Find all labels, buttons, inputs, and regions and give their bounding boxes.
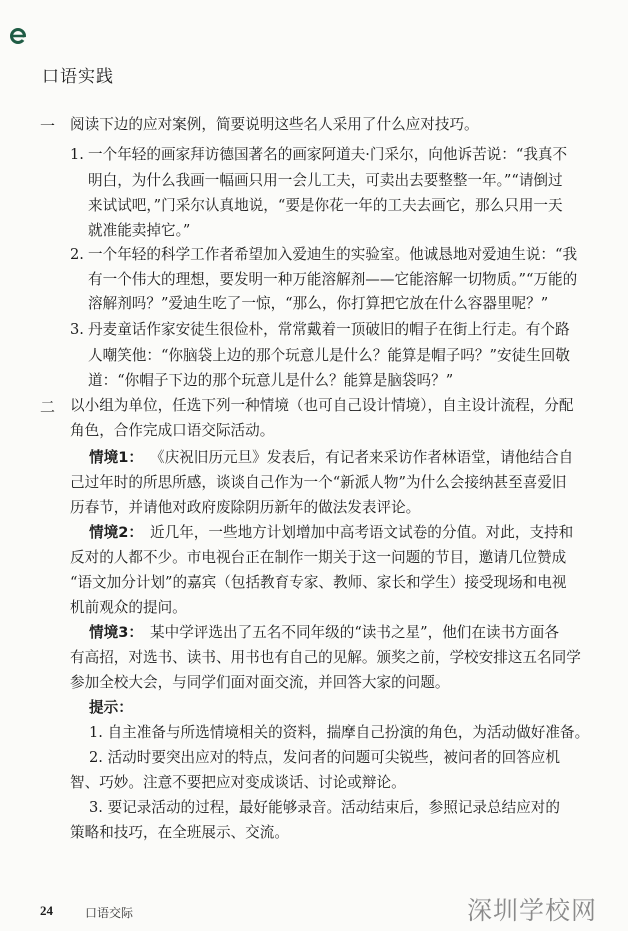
section-title: 口语实践 [42, 67, 114, 87]
scenario-line: 己过年时的所思所感，谈谈自己作为一个“新派人物”为什么会接纳甚至喜爱旧 [70, 474, 567, 491]
scenario-line: 《庆祝旧历元旦》发表后，有记者来采访作者林语堂，请他结合自 [150, 449, 574, 466]
tip-line: 策略和技巧，在全班展示、交流。 [70, 824, 289, 841]
tip-line: 智、巧妙。注意不要把应对变成谈话、讨论或辩论。 [70, 774, 406, 791]
case-number: 1. [70, 146, 84, 163]
scenario-line: 参加全校大会，与同学们面对面交流，并回答大家的问题。 [70, 674, 450, 691]
page-number: 24 [40, 903, 53, 918]
case-number: 2. [70, 246, 84, 263]
tip-line: 3. 要记录活动的过程，最好能够录音。活动结束后，参照记录总结应对的 [89, 799, 560, 816]
tip-line: 1. 自主准备与所选情境相关的资料，揣摩自己扮演的角色，为活动做好准备。 [89, 724, 590, 741]
tip-line: 2. 活动时要突出应对的特点，发问者的问题可尖锐些，被问者的回答应机 [89, 749, 560, 766]
case-line: 明白，为什么我画一幅画只用一会儿工夫，可卖出去要整整一年。”“请倒过 [88, 172, 563, 189]
tips-heading: 提示： [89, 699, 133, 716]
scenario-line: 反对的人都不少。市电视台正在制作一期关于这一问题的节目，邀请几位赞成 [70, 549, 567, 566]
scenario-line: 近几年，一些地方计划增加中高考语文试卷的分值。对此，支持和 [150, 524, 574, 541]
part2-instruction: 以小组为单位，任选下列一种情境（也可自己设计情境），自主设计流程，分配 [70, 397, 574, 414]
case-line: 一个年轻的科学工作者希望加入爱迪生的实验室。他诚恳地对爱迪生说：“我 [88, 246, 578, 263]
part-marker: 二 [40, 398, 56, 416]
case-line: 有一个伟大的理想，要发明一种万能溶解剂——它能溶解一切物质。”“万能的 [88, 271, 578, 288]
scenario-line: 某中学评选出了五名不同年级的“读书之星”，他们在读书方面各 [150, 624, 559, 641]
case-number: 3. [70, 321, 84, 338]
case-line: 溶解剂吗？”爱迪生吃了一惊，“那么，你打算把它放在什么容器里呢？” [88, 295, 549, 312]
scenario-label: 情境2： [89, 524, 143, 541]
part-marker: 一 [40, 117, 56, 135]
case-line: 来试试吧，”门采尔认真地说，“要是你花一年的工夫去画它，那么只用一天 [88, 197, 563, 214]
scenario-line: 有高招，对选书、读书、用书也有自己的见解。颁奖之前，学校安排这五名同学 [70, 649, 581, 666]
case-line: 丹麦童话作家安徒生很俭朴，常常戴着一顶破旧的帽子在街上行走。有个路 [88, 321, 570, 338]
scenario-line: 历春节，并请他对政府废除阴历新年的做法发表评论。 [70, 499, 421, 516]
part2-instruction: 角色，合作完成口语交际活动。 [70, 422, 275, 439]
case-line: 人嘲笑他：“你脑袋上边的那个玩意儿是什么？能算是帽子吗？”安徒生回敬 [88, 347, 570, 364]
part1-instruction: 阅读下边的应对案例，简要说明这些名人采用了什么应对技巧。 [70, 116, 479, 133]
case-line: 一个年轻的画家拜访德国著名的画家阿道夫·门采尔，向他诉苦说：“我真不 [88, 146, 568, 163]
footer-section-label: 口语交际 [85, 906, 134, 920]
case-line: 就准能卖掉它。” [88, 222, 191, 239]
scenario-label: 情境3： [89, 624, 143, 641]
case-line: 道：“你帽子下边的那个玩意儿是什么？能算是脑袋吗？” [88, 372, 454, 389]
scenario-line: 机前观众的提问。 [70, 599, 187, 616]
scenario-label: 情境1： [89, 449, 143, 466]
green-e-logo-icon [10, 28, 26, 44]
watermark: 深圳学校网 [467, 896, 598, 925]
scenario-line: “语文加分计划”的嘉宾（包括教育专家、教师、家长和学生）接受现场和电视 [70, 574, 567, 591]
